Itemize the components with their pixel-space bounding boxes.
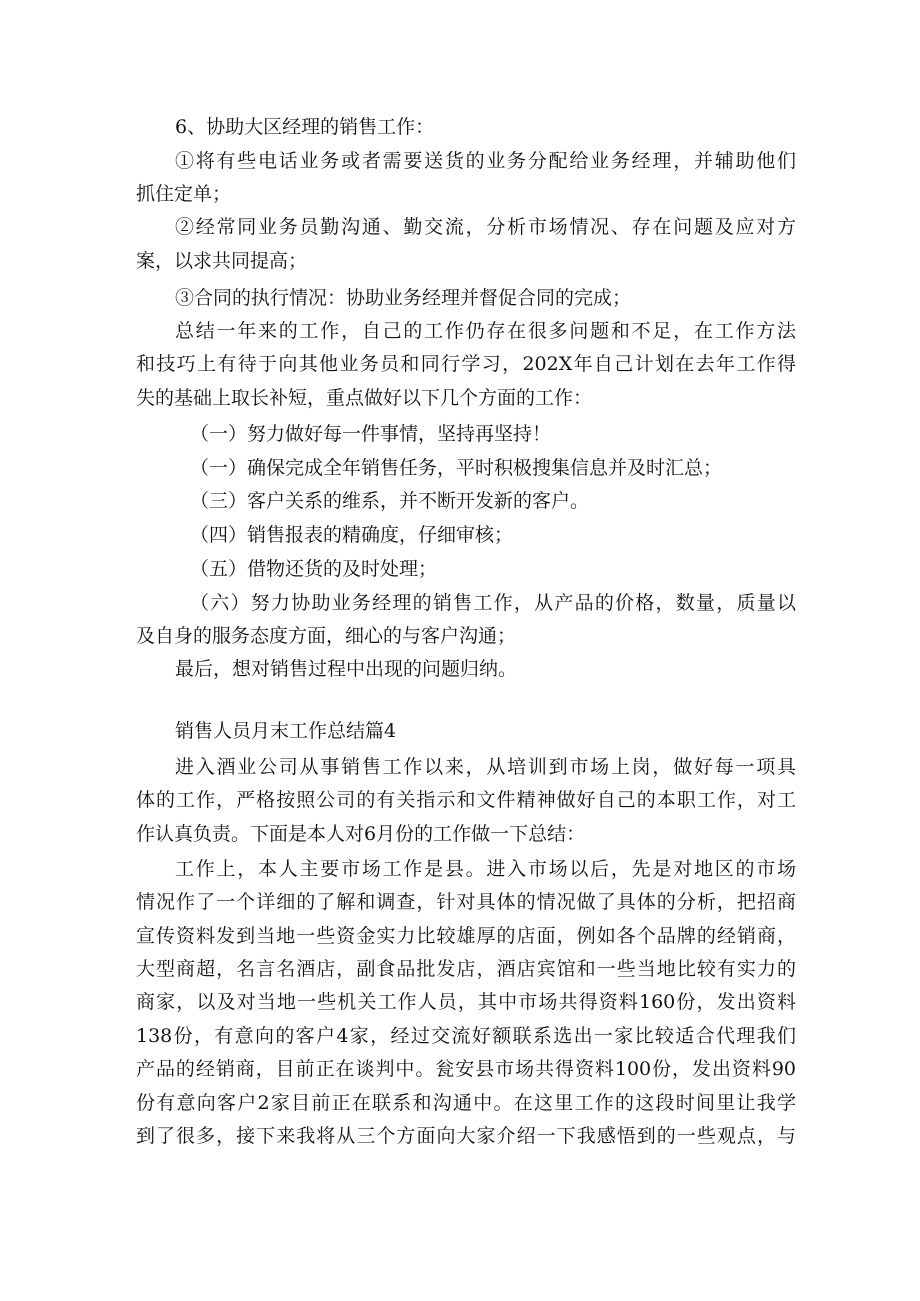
paragraph-line: 138份，有意向的客户4家，经过交流好额联系选出一家比较适合代理我们 <box>136 1025 796 1047</box>
list-item: （六）努力协助业务经理的销售工作，从产品的价格，数量，质量以 <box>190 592 796 614</box>
paragraph-line: 案，以求共同提高； <box>136 250 308 272</box>
list-heading: 6、协助大区经理的销售工作： <box>175 116 435 138</box>
paragraph-line: 和技巧上有待于向其他业务员和同行学习，202X年自己计划在去年工作得 <box>136 353 796 375</box>
section-title: 销售人员月末工作总结篇4 <box>175 720 397 742</box>
paragraph-line: 最后，想对销售过程中出现的问题归纳。 <box>175 658 518 680</box>
list-item: （一）确保完成全年销售任务，平时积极搜集信息并及时汇总； <box>190 457 723 479</box>
paragraph-line: 进入酒业公司从事销售工作以来，从培训到市场上岗，做好每一项具 <box>175 756 796 778</box>
list-item: （三）客户关系的维系，并不断开发新的客户。 <box>190 490 590 512</box>
paragraph-line: 失的基础上取长补短，重点做好以下几个方面的工作： <box>136 387 593 409</box>
list-item: （五）借物还货的及时处理； <box>190 558 438 580</box>
paragraph-line: 大型商超，名言名酒店，副食品批发店，酒店宾馆和一些当地比较有实力的 <box>136 958 796 980</box>
paragraph-line: 工作上，本人主要市场工作是县。进入市场以后，先是对地区的市场 <box>175 858 796 880</box>
paragraph-line: 及自身的服务态度方面，细心的与客户沟通； <box>136 625 517 647</box>
paragraph-line: 总结一年来的工作，自己的工作仍存在很多问题和不足，在工作方法 <box>175 320 796 342</box>
paragraph-line: 商家，以及对当地一些机关工作人员，其中市场共得资料160份，发出资料 <box>136 991 796 1013</box>
paragraph-line: 产品的经销商，目前正在谈判中。瓮安县市场共得资料100份，发出资料90 <box>136 1058 796 1080</box>
paragraph-line: ③合同的执行情况：协助业务经理并督促合同的完成； <box>175 287 632 309</box>
paragraph-line: 抓住定单； <box>136 183 232 205</box>
paragraph-line: 宣传资料发到当地一些资金实力比较雄厚的店面，例如各个品牌的经销商， <box>136 925 796 947</box>
paragraph-line: 情况作了一个详细的了解和调查，针对具体的情况做了具体的分析，把招商 <box>136 891 796 913</box>
list-item: （一）努力做好每一件事情，坚持再坚持！ <box>190 423 552 445</box>
list-item: （四）销售报表的精确度，仔细审核； <box>190 524 514 546</box>
paragraph-line: 到了很多，接下来我将从三个方面向大家介绍一下我感悟到的一些观点，与 <box>136 1125 796 1147</box>
paragraph-line: 体的工作，严格按照公司的有关指示和文件精神做好自己的本职工作，对工 <box>136 789 796 811</box>
paragraph-line: 份有意向客户2家目前正在联系和沟通中。在这里工作的这段时间里让我学 <box>136 1092 796 1114</box>
paragraph-line: ①将有些电话业务或者需要送货的业务分配给业务经理，并辅助他们 <box>175 150 796 172</box>
paragraph-line: 作认真负责。下面是本人对6月份的工作做一下总结： <box>136 823 586 845</box>
paragraph-line: ②经常同业务员勤沟通、勤交流，分析市场情况、存在问题及应对方 <box>175 216 796 238</box>
